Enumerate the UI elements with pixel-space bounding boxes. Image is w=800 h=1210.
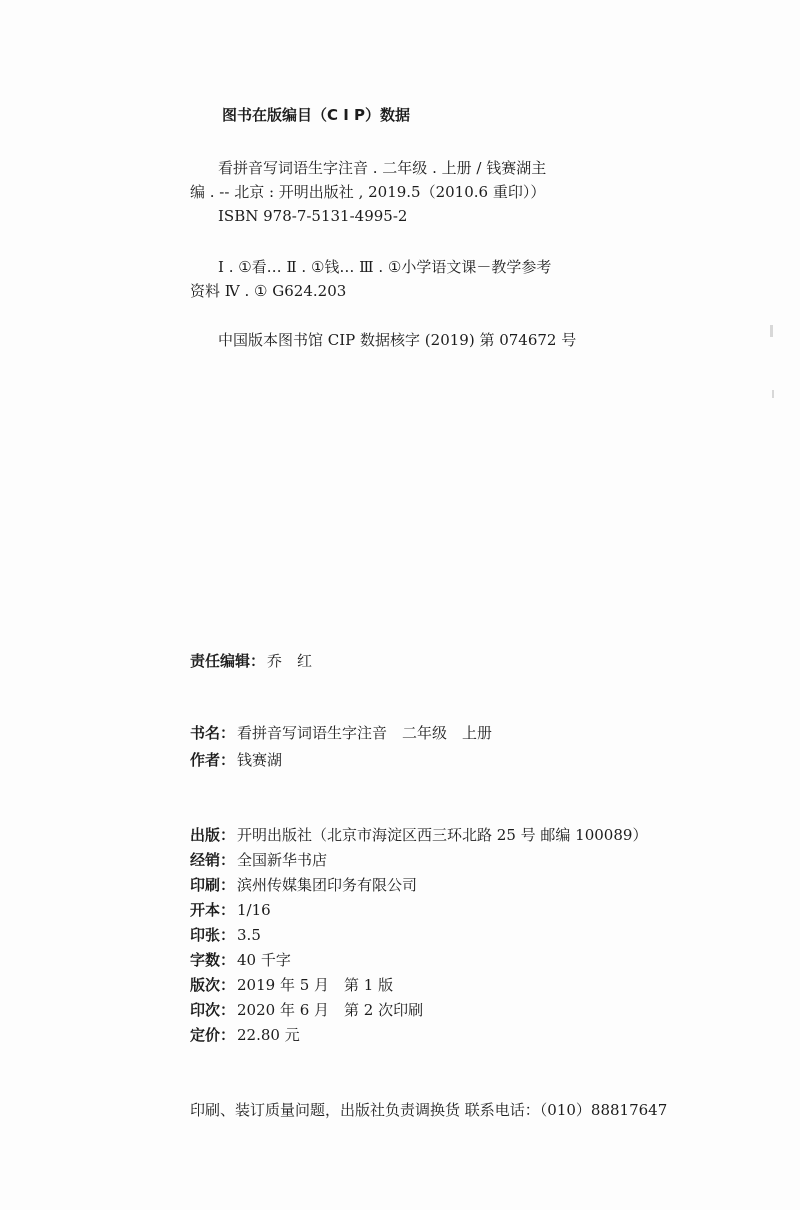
editor-value: 乔 红 (267, 652, 313, 670)
detail-row (190, 925, 261, 945)
detail-row (190, 1000, 423, 1020)
editor-label: 责任编辑： (190, 652, 266, 670)
scan-edge-mark (770, 325, 773, 337)
detail-label: 定价： (190, 1026, 236, 1044)
detail-row (190, 950, 291, 970)
detail-row (190, 875, 417, 895)
detail-label: 字数： (190, 951, 236, 969)
detail-value: 3.5 (237, 926, 261, 944)
cip-subject-line-1: Ⅰ . ①看… Ⅱ . ①钱… Ⅲ . ①小学语文课－教学参考 (218, 258, 552, 276)
detail-value: 2020 年 6 月 第 2 次印刷 (237, 1001, 424, 1019)
detail-row (190, 1025, 300, 1045)
book-author-value: 钱赛湖 (237, 751, 283, 769)
book-author-label: 作者： (190, 751, 236, 769)
detail-row (190, 900, 271, 920)
book-name-value: 看拼音写词语生字注音 二年级 上册 (237, 724, 493, 742)
book-name-label: 书名： (190, 724, 236, 742)
detail-value: 40 千字 (237, 951, 291, 969)
cip-record-number: 中国版本图书馆 CIP 数据核字 (2019) 第 074672 号 (218, 331, 577, 349)
detail-value: 2019 年 5 月 第 1 版 (237, 976, 394, 994)
detail-label: 出版： (190, 826, 236, 844)
cip-heading: 图书在版编目（C I P）数据 (222, 106, 411, 124)
quality-notice: 印刷、装订质量问题，出版社负责调换货 联系电话：（010）88817647 (190, 1101, 668, 1119)
book-name (190, 723, 492, 743)
cip-subject-line-2: 资料 Ⅳ . ① G624.203 (190, 282, 347, 300)
detail-row (190, 825, 647, 845)
detail-label: 版次： (190, 976, 236, 994)
detail-label: 印次： (190, 1001, 236, 1019)
detail-value: 滨州传媒集团印务有限公司 (237, 876, 418, 894)
cip-isbn: ISBN 978-7-5131-4995-2 (218, 207, 408, 225)
detail-value: 1/16 (237, 901, 271, 919)
detail-label: 印张： (190, 926, 236, 944)
scan-edge-mark (772, 390, 774, 398)
cip-title-line-2: 编 . -- 北京 : 开明出版社 , 2019.5（2010.6 重印）） (190, 183, 546, 201)
book-author (190, 750, 282, 770)
detail-value: 开明出版社（北京市海淀区西三环北路 25 号 邮编 100089） (237, 826, 648, 844)
detail-row (190, 850, 327, 870)
cip-title-line-1: 看拼音写词语生字注音 . 二年级 . 上册 / 钱赛湖主 (218, 159, 547, 177)
detail-value: 22.80 元 (237, 1026, 300, 1044)
detail-value: 全国新华书店 (237, 851, 328, 869)
responsible-editor (190, 651, 312, 671)
detail-label: 经销： (190, 851, 236, 869)
detail-label: 印刷： (190, 876, 236, 894)
detail-row (190, 975, 393, 995)
detail-label: 开本： (190, 901, 236, 919)
